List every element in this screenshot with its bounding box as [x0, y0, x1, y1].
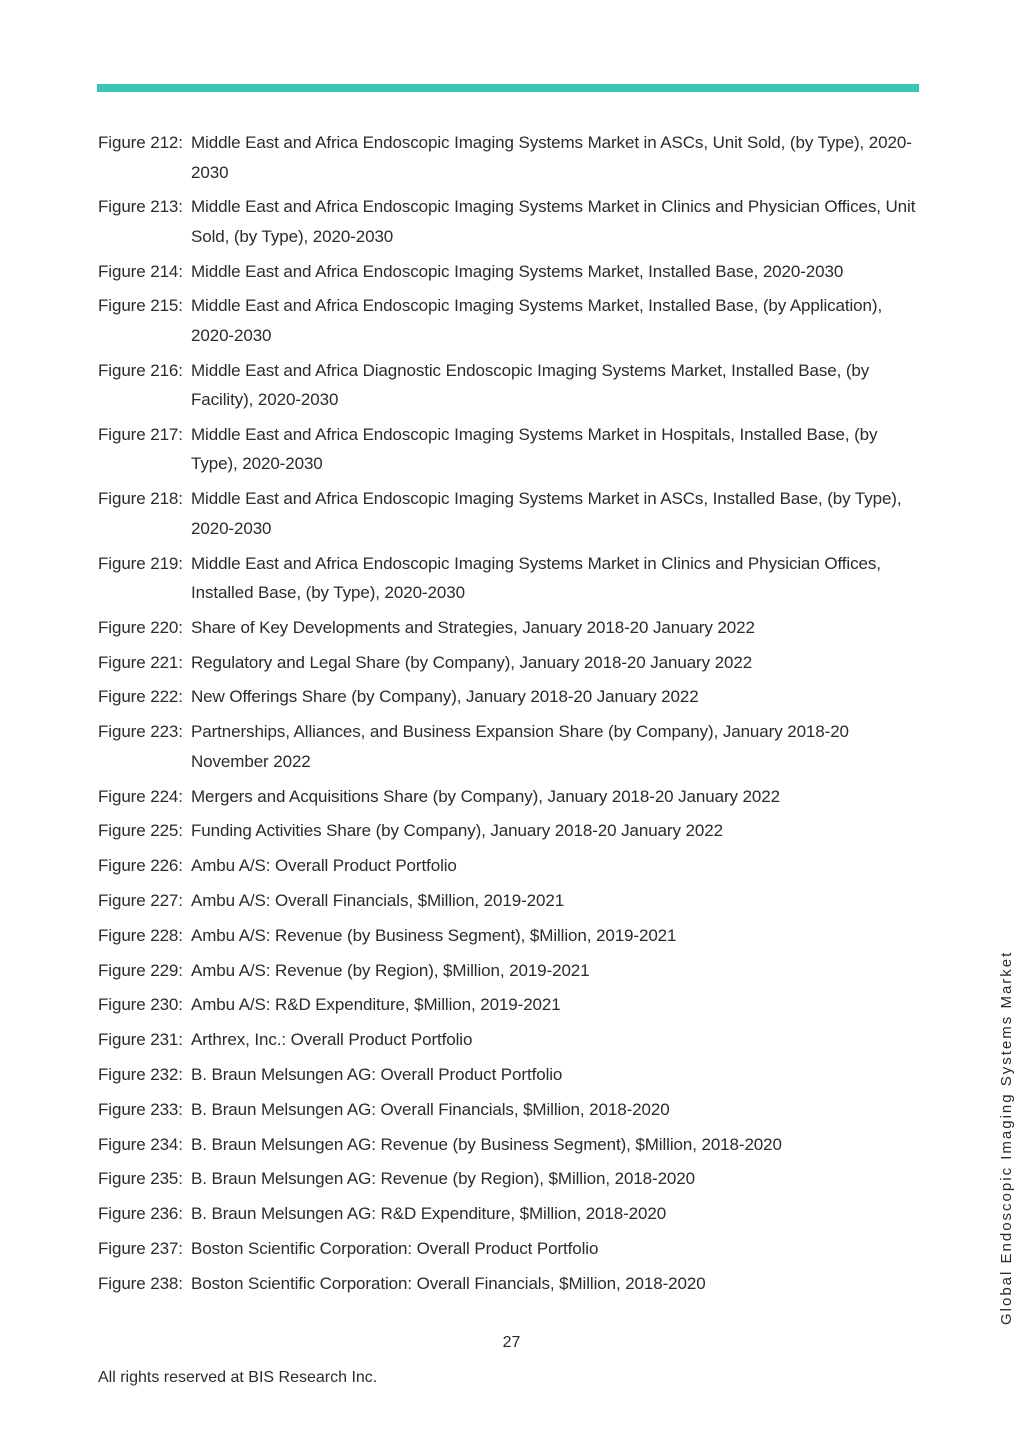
figure-label: Figure 233: [98, 1099, 183, 1119]
page-number: 27 [502, 1334, 521, 1351]
figure-title: B. Braun Melsungen AG: Overall Financials, $Million, 2018-2020 [191, 1099, 670, 1119]
figure-entry[interactable] [98, 682, 928, 712]
figure-entry[interactable] [98, 990, 928, 1020]
figure-title: Funding Activities Share (by Company), January 2018-20 January 2022 [191, 821, 723, 841]
figure-label: Figure 215: [98, 296, 183, 316]
figure-title: Mergers and Acquisitions Share (by Company), January 2018-20 January 2022 [191, 786, 780, 806]
figure-entry[interactable] [98, 484, 928, 543]
figure-title: Ambu A/S: Revenue (by Business Segment), $Million, 2019-2021 [191, 925, 677, 945]
figure-entry[interactable] [98, 356, 928, 415]
figure-title: Middle East and Africa Endoscopic Imaging Systems Market in ASCs, Installed Base, (by Type), 2020-2030 [191, 489, 902, 538]
figure-label: Figure 216: [98, 360, 183, 380]
figure-label: Figure 219: [98, 553, 183, 573]
figure-title: Ambu A/S: R&D Expenditure, $Million, 2019-2021 [191, 995, 561, 1015]
figure-label: Figure 235: [98, 1169, 183, 1189]
figure-title: Middle East and Africa Endoscopic Imaging Systems Market in Clinics and Physician Offices, Unit Sold, (by Type), 2020-2030 [191, 197, 916, 246]
figure-title: B. Braun Melsungen AG: R&D Expenditure, $Million, 2018-2020 [191, 1204, 667, 1224]
figure-label: Figure 212: [98, 133, 183, 152]
figure-label: Figure 218: [98, 489, 183, 509]
figure-entry[interactable] [98, 956, 928, 986]
figure-title: Regulatory and Legal Share (by Company), January 2018-20 January 2022 [191, 652, 753, 672]
figure-entry[interactable] [98, 1025, 928, 1055]
figure-entry[interactable] [98, 886, 928, 916]
figure-label: Figure 224: [98, 786, 183, 806]
figure-label: Figure 226: [98, 856, 183, 876]
figure-label: Figure 232: [98, 1064, 183, 1084]
figure-entry[interactable] [98, 717, 928, 776]
figure-label: Figure 223: [98, 722, 183, 742]
figure-entry[interactable] [98, 192, 928, 251]
figure-title: Middle East and Africa Endoscopic Imaging Systems Market, Installed Base, (by Application), 2020-2030 [191, 296, 883, 345]
side-report-title: Global Endoscopic Imaging Systems Market [998, 950, 1015, 1325]
figure-label: Figure 220: [98, 617, 183, 637]
figure-title: Middle East and Africa Endoscopic Imaging Systems Market, Installed Base, 2020-2030 [191, 261, 844, 281]
figure-label: Figure 234: [98, 1134, 183, 1154]
figure-title: B. Braun Melsungen AG: Revenue (by Region), $Million, 2018-2020 [191, 1169, 695, 1189]
figure-title: Middle East and Africa Endoscopic Imaging Systems Market in Hospitals, Installed Base, (by Type), 2020-2030 [191, 424, 878, 474]
list-of-figures [98, 128, 928, 1304]
figure-title: B. Braun Melsungen AG: Revenue (by Business Segment), $Million, 2018-2020 [191, 1134, 782, 1154]
figure-label: Figure 236: [98, 1204, 183, 1224]
figure-label: Figure 225: [98, 821, 183, 841]
figure-title: Arthrex, Inc.: Overall Product Portfolio [191, 1030, 473, 1050]
figure-label: Figure 221: [98, 652, 183, 672]
figure-title: Boston Scientific Corporation: Overall Product Portfolio [191, 1238, 599, 1258]
figure-entry[interactable] [98, 291, 928, 350]
figure-entry[interactable] [98, 128, 928, 187]
figure-entry[interactable] [98, 420, 928, 479]
figure-entry[interactable] [98, 1060, 928, 1090]
figure-label: Figure 217: [98, 424, 183, 444]
figure-title: Boston Scientific Corporation: Overall Financials, $Million, 2018-2020 [191, 1273, 706, 1293]
figure-title: Ambu A/S: Overall Financials, $Million, 2019-2021 [191, 890, 565, 910]
figure-entry[interactable] [98, 549, 928, 608]
figure-entry[interactable] [98, 782, 928, 812]
figure-title: Middle East and Africa Endoscopic Imaging Systems Market in ASCs, Unit Sold, (by Type), 2020-2030 [191, 133, 912, 182]
figure-label: Figure 231: [98, 1030, 183, 1050]
figure-title: Middle East and Africa Diagnostic Endoscopic Imaging Systems Market, Installed Base, (by Facility), 2020-2030 [191, 360, 870, 410]
figure-title: New Offerings Share (by Company), January 2018-20 January 2022 [191, 687, 699, 707]
figure-label: Figure 228: [98, 925, 183, 945]
figure-entry[interactable] [98, 1095, 928, 1125]
figure-entry[interactable] [98, 1234, 928, 1264]
figure-entry[interactable] [98, 921, 928, 951]
figure-title: B. Braun Melsungen AG: Overall Product Portfolio [191, 1064, 563, 1084]
figure-label: Figure 214: [98, 261, 183, 281]
figure-entry[interactable] [98, 1164, 928, 1194]
figure-entry[interactable] [98, 1269, 928, 1299]
footer-copyright: All rights reserved at BIS Research Inc. [98, 1369, 378, 1386]
figure-entry[interactable] [98, 816, 928, 846]
figure-entry[interactable] [98, 1199, 928, 1229]
figure-label: Figure 230: [98, 995, 183, 1015]
figure-label: Figure 238: [98, 1273, 183, 1293]
figure-label: Figure 229: [98, 960, 183, 980]
figure-label: Figure 213: [98, 197, 183, 217]
figure-label: Figure 222: [98, 687, 183, 707]
figure-title: Ambu A/S: Revenue (by Region), $Million, 2019-2021 [191, 960, 590, 980]
figure-title: Partnerships, Alliances, and Business Expansion Share (by Company), January 2018-20 November 2022 [191, 722, 849, 771]
figure-entry[interactable] [98, 648, 928, 678]
figure-entry[interactable] [98, 257, 928, 287]
figure-entry[interactable] [98, 613, 928, 643]
figure-title: Share of Key Developments and Strategies, January 2018-20 January 2022 [191, 617, 755, 637]
header-accent-rule [97, 84, 919, 92]
figure-entry[interactable] [98, 851, 928, 881]
figure-title: Middle East and Africa Endoscopic Imaging Systems Market in Clinics and Physician Offices, Installed Base, (by Type), 2020-2030 [191, 553, 881, 603]
figure-label: Figure 227: [98, 890, 183, 910]
figure-label: Figure 237: [98, 1238, 183, 1258]
figure-title: Ambu A/S: Overall Product Portfolio [191, 856, 457, 876]
figure-entry[interactable] [98, 1130, 928, 1160]
